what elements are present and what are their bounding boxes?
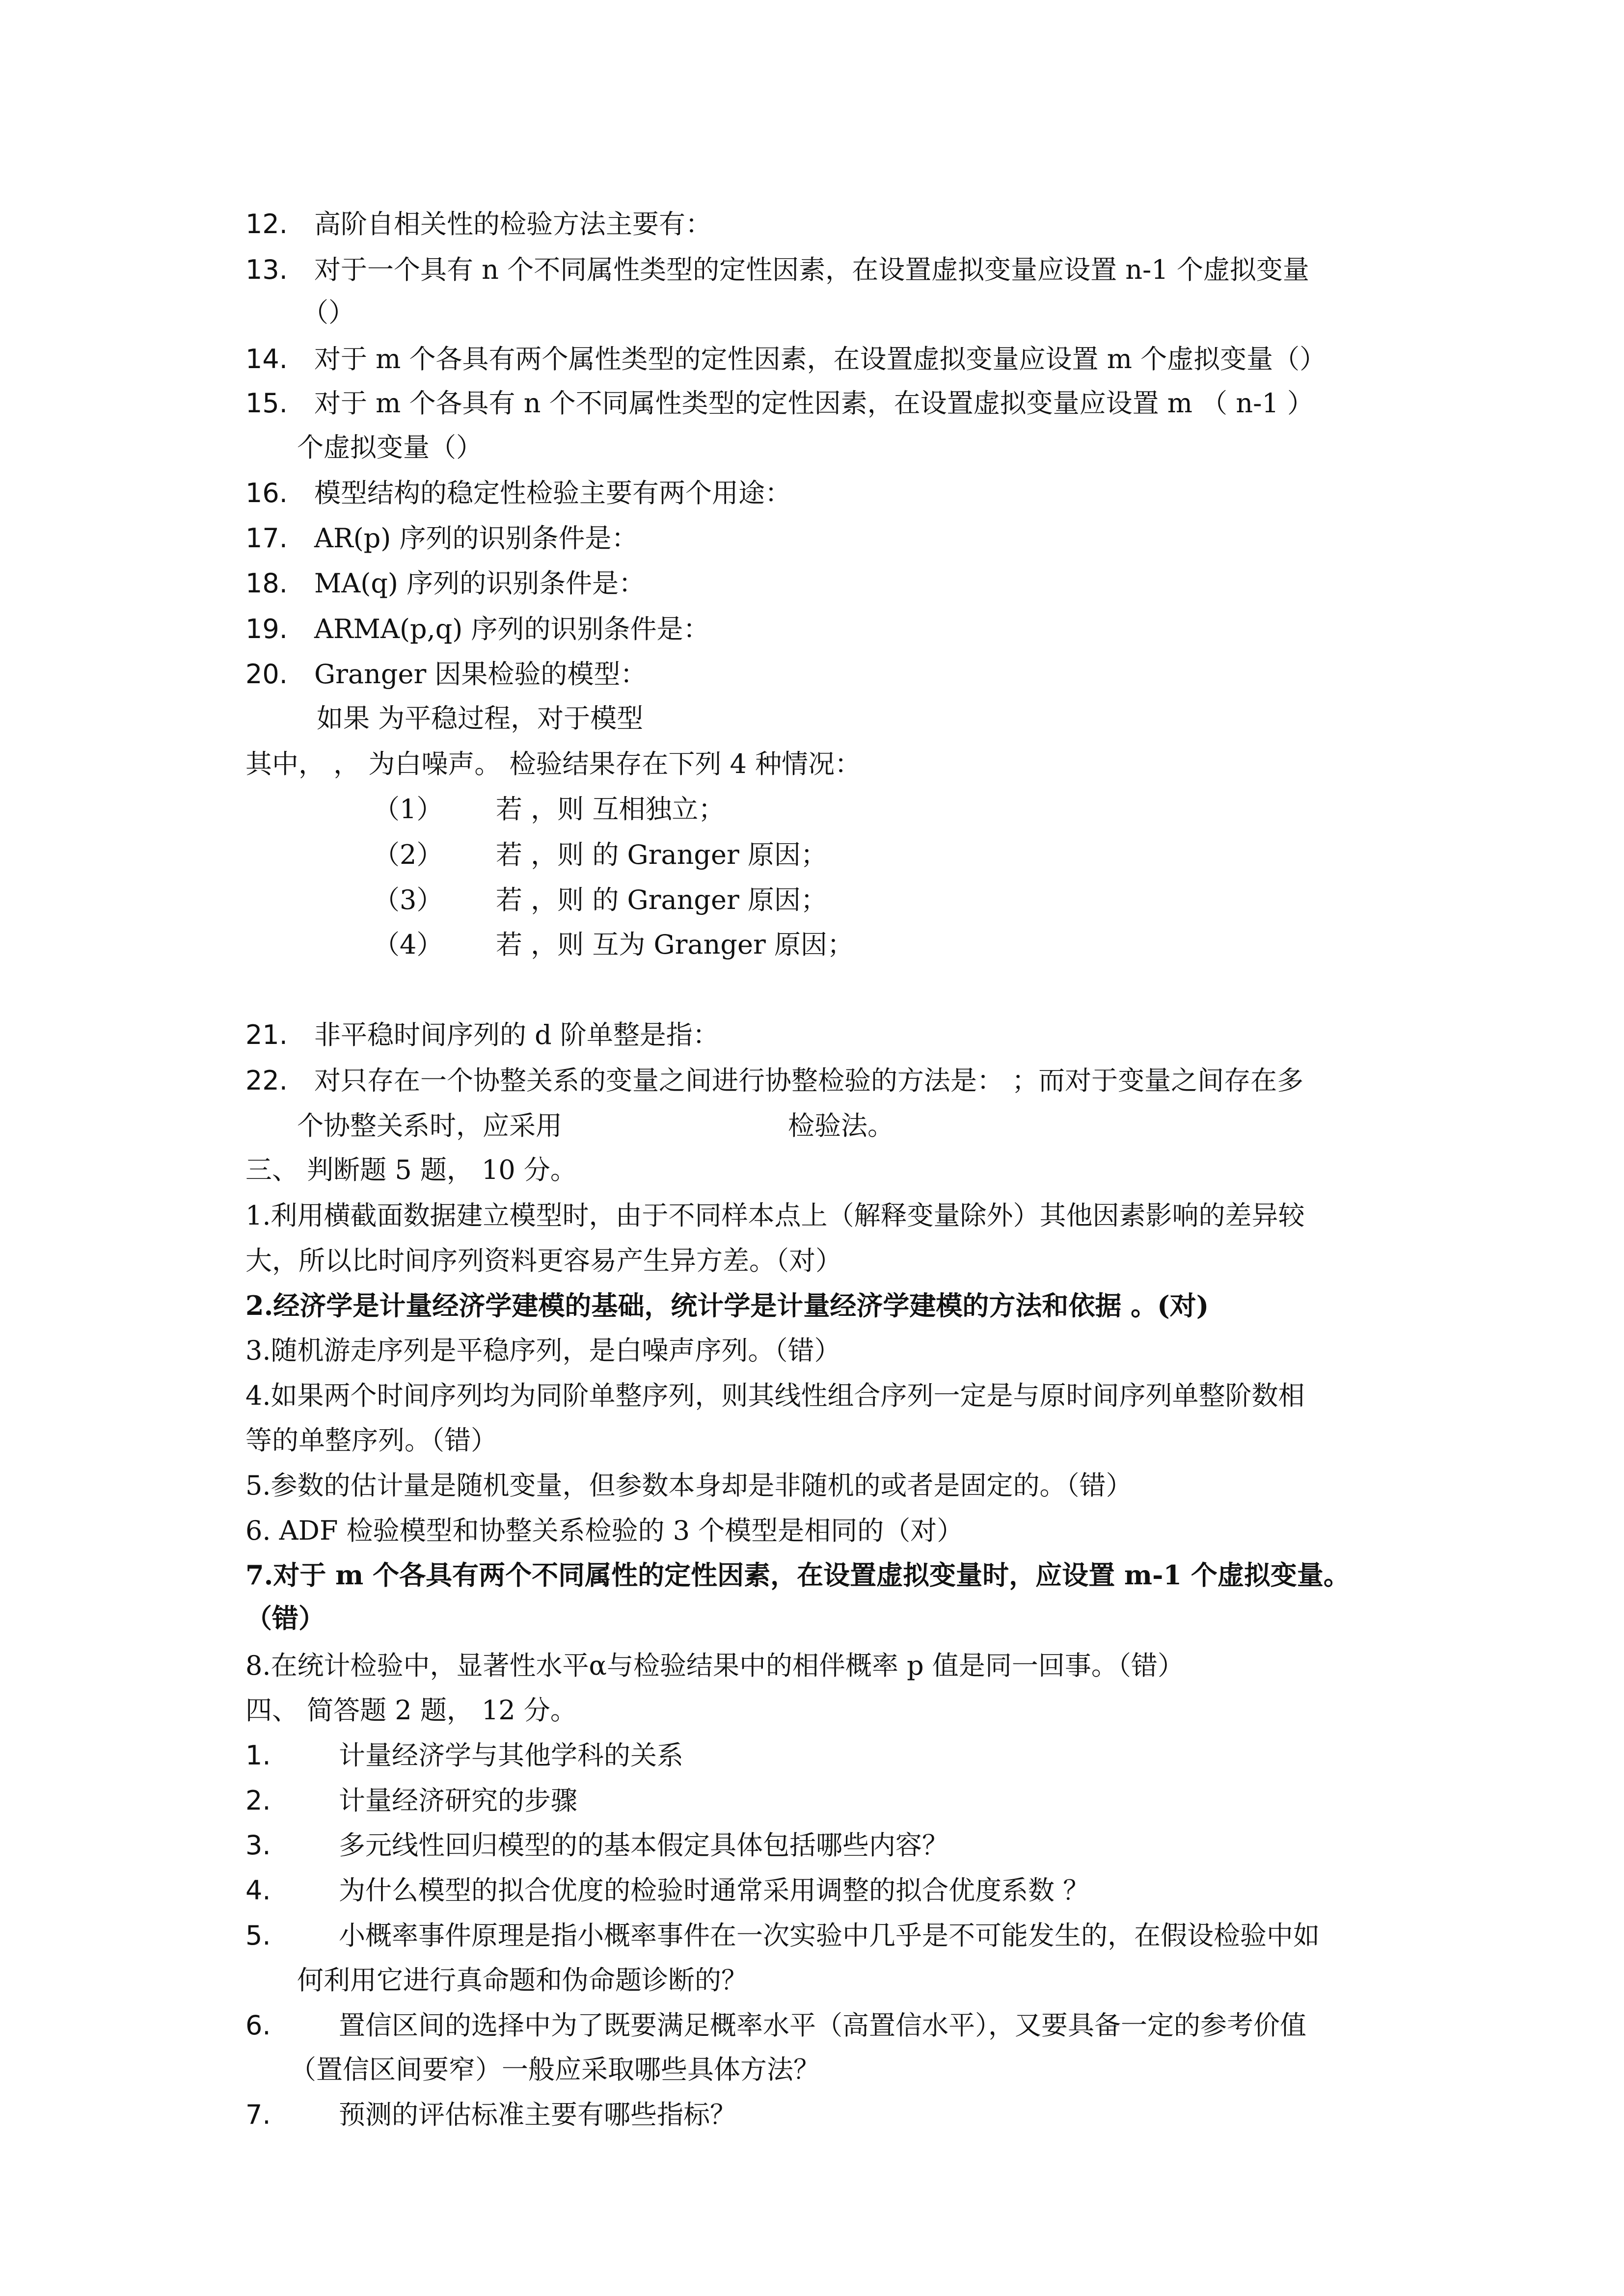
- question-22: 22. 对只存在一个协整关系的变量之间进行协整检验的方法是： ；而对于变量之间存在多: [245, 1065, 1304, 1096]
- short-answer-5: 5. 小概率事件原理是指小概率事件在一次实验中几乎是不可能发生的，在假设检验中如: [245, 1920, 1320, 1951]
- judgment-4-continuation: 等的单整序列。（错）: [245, 1425, 497, 1456]
- short-answer-4: 4. 为什么模型的拟合优度的检验时通常采用调整的拟合优度系数 ？: [245, 1875, 1090, 1906]
- question-15-continuation: 个虚拟变量（）: [297, 432, 483, 463]
- granger-case-4: （4） 若 ，则 互为 Granger 原因；: [373, 929, 854, 960]
- short-answer-1: 1. 计量经济学与其他学科的关系: [245, 1740, 683, 1771]
- short-answer-6-continuation: （置信区间要窄）一般应采取哪些具体方法？: [290, 2054, 820, 2085]
- short-answer-6: 6. 置信区间的选择中为了既要满足概率水平（高置信水平），又要具备一定的参考价值: [245, 2010, 1306, 2041]
- question-19: 19. ARMA(p,q) 序列的识别条件是：: [245, 614, 710, 644]
- question-18: 18. MA(q) 序列的识别条件是：: [245, 568, 646, 599]
- question-17: 17. AR(p) 序列的识别条件是：: [245, 523, 638, 554]
- question-13: 13. 对于一个具有 n 个不同属性类型的定性因素，在设置虚拟变量应设置 n-1 个虚拟变量: [245, 254, 1309, 285]
- granger-case-2: （2） 若 ，则 的 Granger 原因；: [373, 839, 827, 870]
- judgment-1-continuation: 大，所以比时间序列资料更容易产生异方差。（对）: [245, 1245, 842, 1276]
- short-answer-3: 3. 多元线性回归模型的的基本假定具体包括哪些内容？: [245, 1830, 948, 1861]
- granger-case-3: （3） 若 ，则 的 Granger 原因；: [373, 884, 827, 915]
- judgment-2: 2.经济学是计量经济学建模的基础，统计学是计量经济学建模的方法和依据 。(对): [245, 1290, 1209, 1321]
- question-15: 15. 对于 m 个各具有 n 个不同属性类型的定性因素，在设置虚拟变量应设置 m （ n-1 ）: [245, 388, 1314, 419]
- section-4-title: 四、 简答题 2 题， 12 分。: [245, 1695, 577, 1726]
- judgment-7-continuation: （错）: [245, 1602, 325, 1634]
- granger-case-1: （1） 若 ，则 互相独立；: [373, 794, 725, 825]
- short-answer-2: 2. 计量经济研究的步骤: [245, 1785, 577, 1816]
- short-answer-7: 7. 预测的评估标准主要有哪些指标？: [245, 2099, 736, 2130]
- judgment-3: 3.随机游走序列是平稳序列，是白噪声序列。（错）: [245, 1335, 841, 1366]
- question-16: 16. 模型结构的稳定性检验主要有两个用途：: [245, 478, 791, 508]
- granger-where: 其中， ， 为白噪声。 检验结果存在下列 4 种情况：: [245, 748, 862, 779]
- judgment-8: 8.在统计检验中，显著性水平α与检验结果中的相伴概率 p 值是同一回事。（错）: [245, 1650, 1184, 1681]
- judgment-5: 5.参数的估计量是随机变量，但参数本身却是非随机的或者是固定的。（错）: [245, 1470, 1133, 1501]
- question-21: 21. 非平稳时间序列的 d 阶单整是指：: [245, 1019, 719, 1050]
- question-22-continuation: 个协整关系时，应采用 检验法。: [297, 1110, 894, 1141]
- question-20: 20. Granger 因果检验的模型：: [245, 659, 647, 690]
- question-14: 14. 对于 m 个各具有两个属性类型的定性因素，在设置虚拟变量应设置 m 个虚拟变量（）: [245, 344, 1326, 374]
- judgment-7: 7.对于 m 个各具有两个不同属性的定性因素，在设置虚拟变量时，应设置 m-1 个虚拟变量。: [245, 1559, 1350, 1591]
- judgment-1: 1.利用横截面数据建立模型时，由于不同样本点上（解释变量除外）其他因素影响的差异较: [245, 1200, 1305, 1231]
- question-13-continuation: （）: [302, 297, 355, 328]
- section-3-title: 三、 判断题 5 题， 10 分。: [245, 1154, 577, 1185]
- judgment-4: 4.如果两个时间序列均为同阶单整序列，则其线性组合序列一定是与原时间序列单整阶数相: [245, 1380, 1305, 1411]
- short-answer-5-continuation: 何利用它进行真命题和伪命题诊断的？: [297, 1965, 748, 1996]
- granger-intro: 如果 为平稳过程，对于模型: [317, 703, 644, 734]
- judgment-6: 6. ADF 检验模型和协整关系检验的 3 个模型是相同的（对）: [245, 1515, 964, 1546]
- question-12: 12. 高阶自相关性的检验方法主要有：: [245, 209, 712, 240]
